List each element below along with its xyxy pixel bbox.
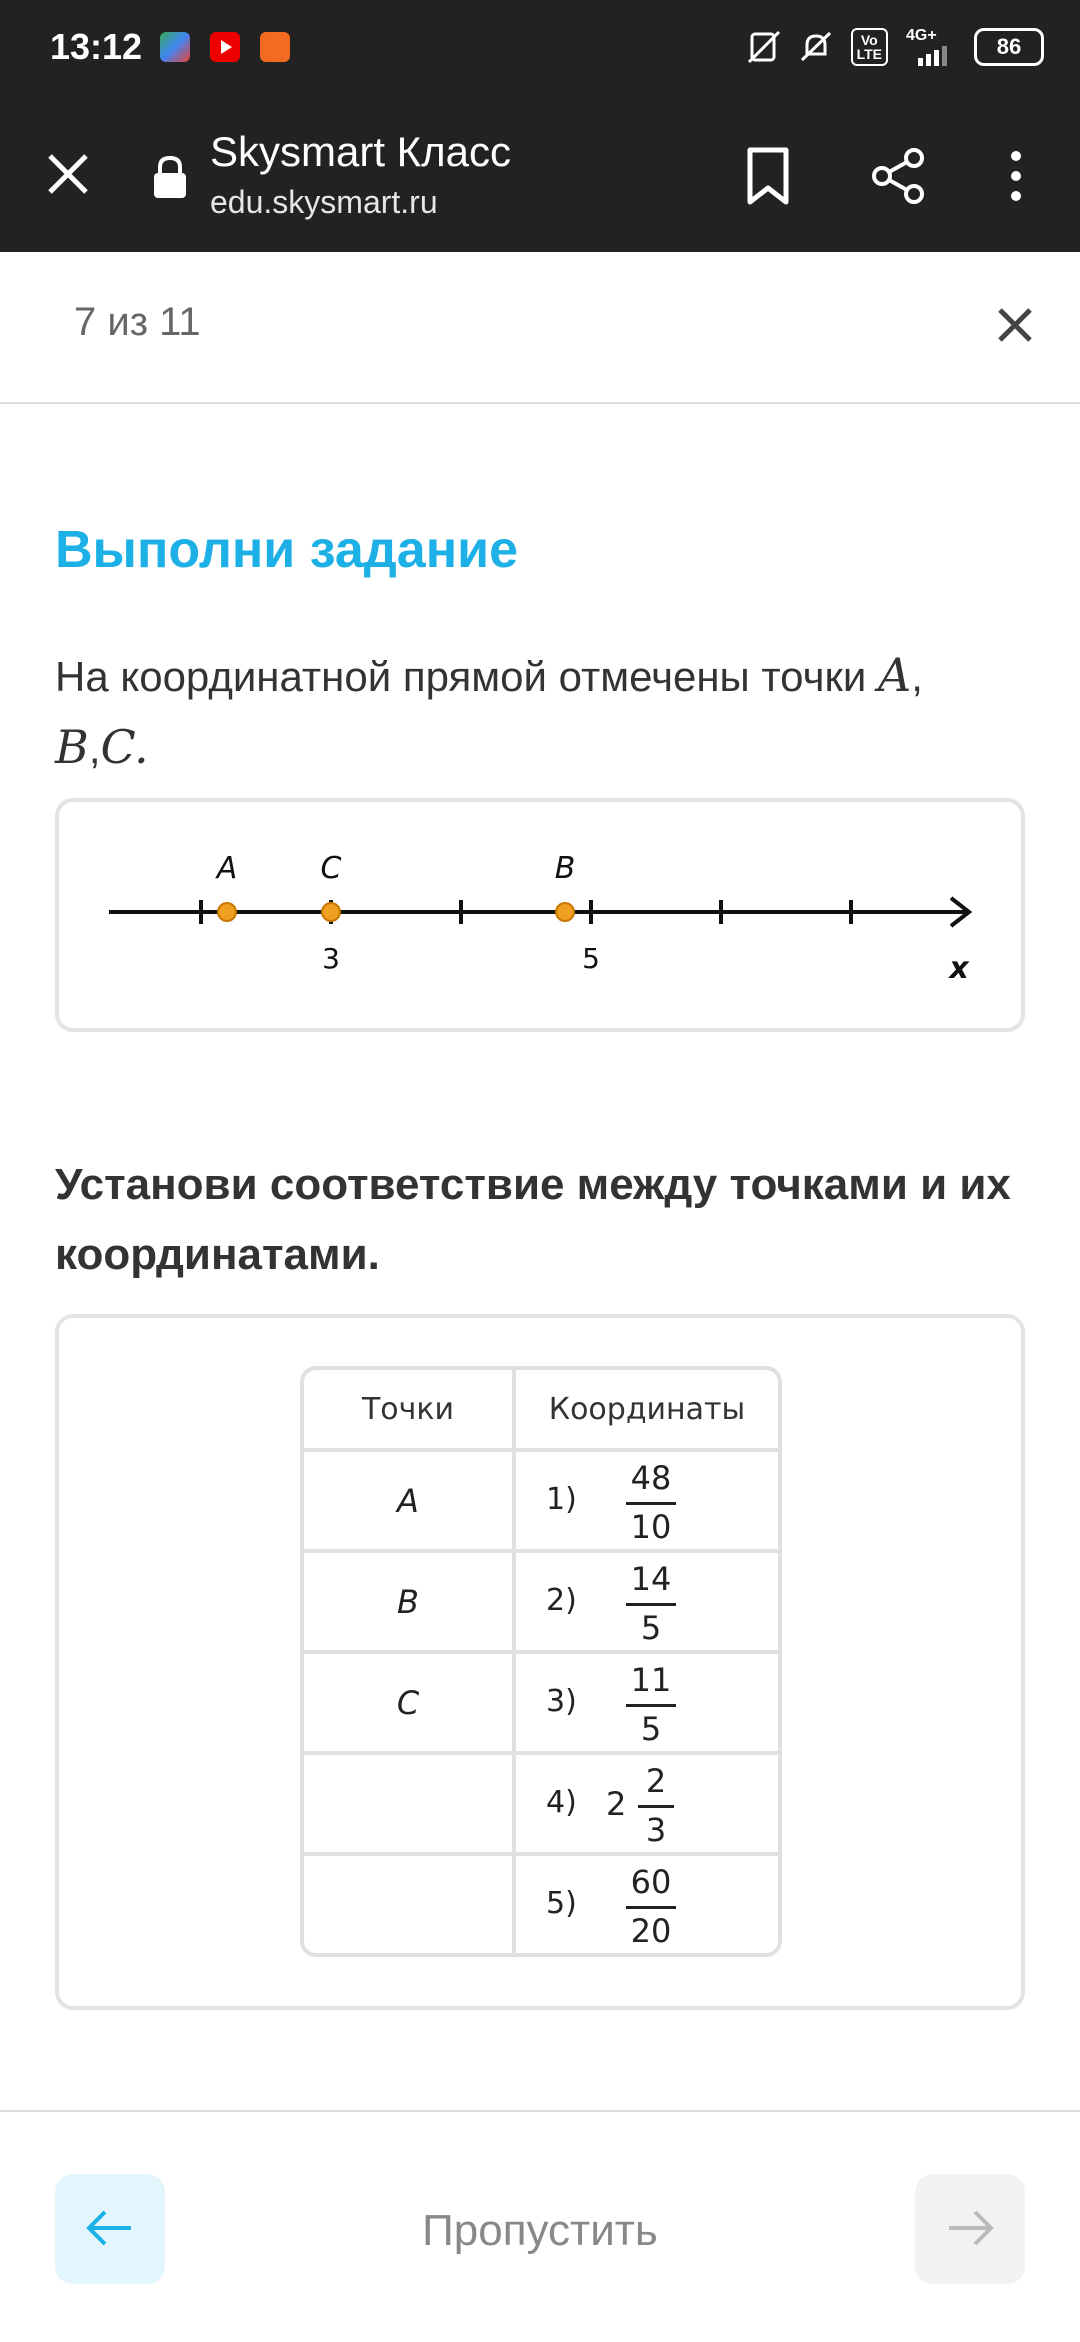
point-cell	[304, 1755, 516, 1856]
signal-group	[906, 28, 956, 66]
youtube-icon	[210, 32, 240, 62]
table-row	[304, 1856, 778, 1953]
fraction: $\frac{2}{3}$	[638, 1761, 674, 1850]
fraction: $\frac{60}{20}$	[626, 1862, 676, 1951]
table-header-row	[304, 1370, 778, 1452]
point-a-label: A	[216, 851, 238, 886]
arrow-left-icon	[85, 2208, 135, 2248]
matching-table	[300, 1366, 782, 1957]
tick-label-3: 3	[322, 942, 340, 975]
skip-button[interactable]: Пропустить	[380, 2196, 700, 2266]
coord-cell	[516, 1452, 778, 1553]
coord-cell	[516, 1654, 778, 1755]
mixed-whole: 2	[606, 1785, 627, 1823]
point-cell: C	[304, 1654, 516, 1755]
bookmark-icon[interactable]	[740, 144, 796, 208]
table-row	[304, 1755, 778, 1856]
arrow-right-icon	[945, 2208, 995, 2248]
fraction: $\frac{48}{10}$	[626, 1458, 676, 1547]
point-c-marker	[322, 903, 340, 921]
status-bar	[0, 0, 1080, 100]
table-row	[304, 1452, 778, 1553]
mute-bell-icon	[799, 30, 833, 64]
coord-cell	[516, 1856, 778, 1953]
browser-toolbar	[0, 100, 1080, 252]
no-sim-icon	[747, 30, 781, 64]
bottom-navigation	[0, 2110, 1080, 2342]
fraction: $\frac{14}{5}$	[626, 1559, 676, 1648]
battery-indicator: 86	[974, 28, 1044, 66]
point-a-marker	[218, 903, 236, 921]
coord-index: 2)	[546, 1583, 577, 1618]
number-line-card	[55, 798, 1025, 1032]
coord-index: 5)	[546, 1886, 577, 1921]
status-app-icons	[160, 32, 290, 62]
page-url[interactable]: edu.skysmart.ru	[210, 184, 438, 220]
status-time: 13:12	[50, 26, 143, 67]
task-progress-header	[0, 252, 1080, 404]
coord-index: 3)	[546, 1684, 577, 1719]
coord-index: 1)	[546, 1482, 577, 1517]
mi-app-icon	[260, 32, 290, 62]
point-cell: A	[304, 1452, 516, 1553]
signal-icon	[906, 44, 956, 66]
task-counter: 7 из 11	[74, 300, 201, 344]
header-coords: Координаты	[516, 1370, 778, 1452]
header-points: Точки	[304, 1370, 516, 1452]
coord-cell	[516, 1553, 778, 1654]
lock-icon	[150, 154, 190, 200]
network-type: 4G+	[906, 27, 937, 44]
math-point-c: C	[100, 720, 135, 774]
share-icon[interactable]	[866, 144, 930, 208]
puzzle-app-icon	[160, 32, 190, 62]
point-c-label: C	[320, 851, 342, 886]
close-icon[interactable]	[994, 304, 1036, 346]
coord-index: 4)	[546, 1785, 577, 1820]
subtask-instruction: Установи соответствие между точками и их координатами.	[55, 1160, 1011, 1279]
fraction: $\frac{11}{5}$	[626, 1660, 676, 1749]
next-button[interactable]	[915, 2174, 1025, 2284]
status-indicators	[747, 28, 1044, 66]
table-row	[304, 1553, 778, 1654]
point-cell: B	[304, 1553, 516, 1654]
coord-cell	[516, 1755, 778, 1856]
axis-label-x: x	[949, 951, 969, 986]
table-row	[304, 1654, 778, 1755]
point-cell	[304, 1856, 516, 1953]
math-point-b: B	[55, 720, 89, 774]
volte-icon: Vo LTE	[851, 28, 888, 66]
page-title: Skysmart Класс	[210, 128, 512, 175]
number-line	[59, 802, 1021, 1028]
more-menu-icon[interactable]	[996, 144, 1036, 208]
back-button[interactable]	[55, 2174, 165, 2284]
close-tab-icon[interactable]	[40, 146, 96, 202]
point-b-label: B	[554, 851, 576, 886]
point-b-marker	[556, 903, 574, 921]
task-description: На координатной прямой отмечены точки A, B,C.	[55, 648, 923, 774]
math-point-a: A	[877, 648, 912, 702]
tick-label-5: 5	[582, 942, 600, 975]
task-heading: Выполни задание	[55, 521, 518, 579]
